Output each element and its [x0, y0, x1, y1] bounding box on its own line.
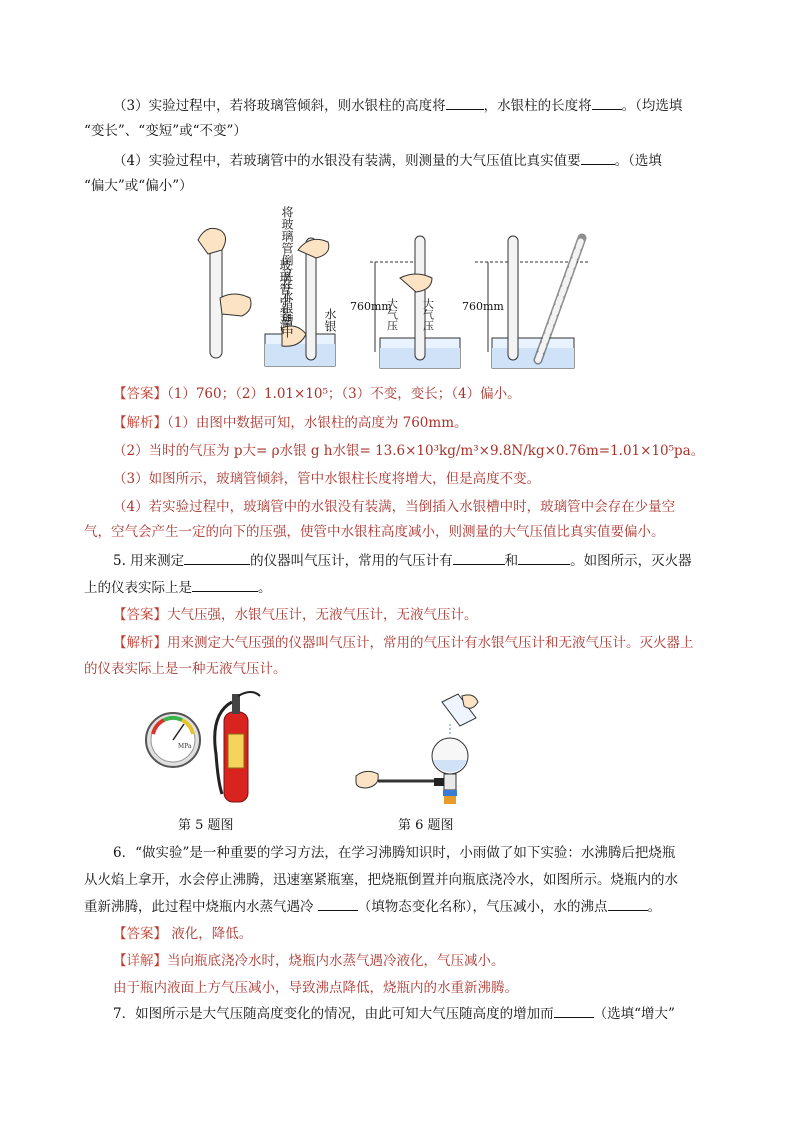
answer-blank[interactable] — [318, 896, 358, 911]
fill-tube-label: 玻璃管中装满水银 — [196, 259, 292, 273]
q4-analysis-4b: 气，空气会产生一定的向下的压强，使管中水银柱高度减小，则测量的大气压值比真实值要偏小。 — [84, 524, 665, 540]
q4-answer — [113, 383, 743, 405]
q6-s3a: 重新沸腾，此过程中烧瓶内水蒸气遇冷 — [84, 899, 314, 915]
height-label: 760mm — [350, 300, 392, 313]
q6-line3 — [84, 896, 714, 918]
q4-part4-line1 — [113, 150, 743, 172]
fig5-caption: 第 5 题图 — [178, 818, 234, 833]
invert-label: 将玻璃管倒立在水银槽中 — [280, 206, 294, 338]
hand-icon — [198, 228, 226, 254]
q4-p4b: 。（选填 — [614, 153, 662, 169]
analysis-tag: 【解析】 — [113, 415, 167, 431]
q5-s1: 5. 用来测定 — [113, 553, 185, 569]
q5-s4: 。如图所示，灭火器 — [570, 553, 692, 569]
q7-line1 — [113, 1003, 743, 1025]
q4-analysis-3: （3）如图所示，玻璃管倾斜，管中水银柱长度将增大，但是高度不变。 — [113, 471, 541, 487]
answer-blank[interactable] — [453, 550, 505, 565]
q5-analysis-2: 的仪表实际上是一种无液气压计。 — [84, 661, 287, 677]
q4-p4a: （4）实验过程中，若玻璃管中的水银没有装满，则测量的大气压值比真实值要 — [113, 153, 581, 169]
q4-part3-line2: “变长”、“变短”或“不变”） — [84, 123, 247, 139]
q4-a1: （1）由图中数据可知，水银柱的高度为 760mm。 — [167, 415, 468, 431]
answer-blank[interactable] — [608, 896, 648, 911]
q4-p3c: 。（均选填 — [621, 98, 683, 114]
q6-line1: 6．“做实验”是一种重要的学习方法，在学习沸腾知识时，小雨做了如下实验：水沸腾后把烧瓶 — [113, 845, 676, 861]
glass-tube-icon — [508, 236, 518, 360]
boiling-flask-figure — [350, 690, 500, 808]
q5-line1 — [113, 550, 743, 572]
q5-a1: 用来测定大气压强的仪器叫气压计，常用的气压计有水银气压计和无液气压计。灭火器上 — [167, 635, 694, 651]
analysis-tag: 【解析】 — [113, 635, 167, 651]
q5-answer — [113, 604, 743, 626]
q6-detail-1 — [113, 950, 743, 972]
q4-p3b: ，水银柱的长度将 — [483, 98, 592, 114]
q6-detail-2: 由于瓶内液面上方气压减小，导致沸点降低，烧瓶内的水重新沸腾。 — [113, 980, 518, 996]
atm-label-left: 大气压 — [385, 298, 399, 331]
mercury-label: 水银 — [323, 308, 337, 332]
q4-analysis-2: （2）当时的气压为 p大= ρ水银 g h水银= 13.6×10³kg/m³×9.8N/kg×0.76m=1.01×10⁵pa。 — [113, 443, 705, 459]
height-label: 760mm — [462, 300, 504, 313]
q7-s1: 7．如图所示是大气压随高度变化的情况，由此可知大气压随高度的增加而 — [113, 1006, 554, 1022]
hand-icon — [220, 294, 251, 316]
q4-part3-line1 — [113, 95, 743, 117]
atm-label-right: 大气压 — [421, 298, 435, 331]
q4-analysis-4a: （4）若实验过程中，玻璃管中的水银没有装满，当倒插入水银槽中时，玻璃管中会存在少量空 — [113, 499, 676, 515]
q4-analysis-1 — [113, 412, 743, 434]
q6-line2: 从火焰上拿开，水会停止沸腾，迅速塞紧瓶塞，把烧瓶倒置并向瓶底浇冷水，如图所示。烧瓶内的水 — [84, 872, 678, 888]
hand-icon — [400, 274, 432, 292]
q4-p3a: （3）实验过程中，若将玻璃管倾斜，则水银柱的高度将 — [113, 98, 446, 114]
fig6-caption: 第 6 题图 — [398, 818, 454, 833]
q5-answer-text: 大气压强，水银气压计，无液气压计，无液气压计。 — [167, 607, 478, 623]
q4-answer-text: （1）760；（2）1.01×10⁵；（3）不变，变长；（4）偏小。 — [167, 386, 521, 402]
q5-analysis-1 — [113, 632, 743, 654]
answer-tag: 【答案】 — [113, 607, 167, 623]
svg-text:MPa: MPa — [178, 743, 192, 750]
q6-answer — [113, 923, 743, 945]
q5-s6: 。 — [258, 580, 272, 596]
q5-line2 — [84, 577, 714, 599]
answer-blank[interactable] — [554, 1003, 594, 1018]
answer-blank[interactable] — [184, 550, 250, 565]
hand-icon — [298, 239, 329, 258]
answer-tag: 【答案】 — [113, 926, 167, 942]
answer-tag: 【答案】 — [113, 386, 167, 402]
answer-blank[interactable] — [581, 150, 615, 165]
answer-blank[interactable] — [592, 95, 622, 110]
torricelli-experiment-figure — [170, 198, 600, 376]
hand-icon — [356, 771, 378, 788]
answer-blank[interactable] — [446, 95, 484, 110]
q5-s3: 和 — [504, 553, 519, 569]
q7-s2: （选填“增大” — [593, 1006, 675, 1022]
hand-icon — [462, 695, 478, 708]
q6-d1: 当向瓶底浇冷水时，烧瓶内水蒸气遇冷液化，气压减小。 — [167, 953, 505, 969]
q5-s2: 的仪器叫气压计，常用的气压计有 — [250, 553, 453, 569]
q6-s3c: 。 — [647, 899, 662, 915]
q6-answer-text: 液化，降低。 — [171, 926, 253, 942]
q5-s5: 上的仪表实际上是 — [84, 580, 192, 596]
q4-part4-line2: “偏大”或“偏小”） — [84, 178, 193, 194]
answer-blank[interactable] — [192, 577, 258, 592]
answer-blank[interactable] — [518, 550, 570, 565]
detail-tag: 【详解】 — [113, 953, 167, 969]
q6-s3b: （填物态变化名称），气压减小，水的沸点 — [357, 899, 608, 915]
fire-extinguisher-figure — [140, 684, 270, 806]
